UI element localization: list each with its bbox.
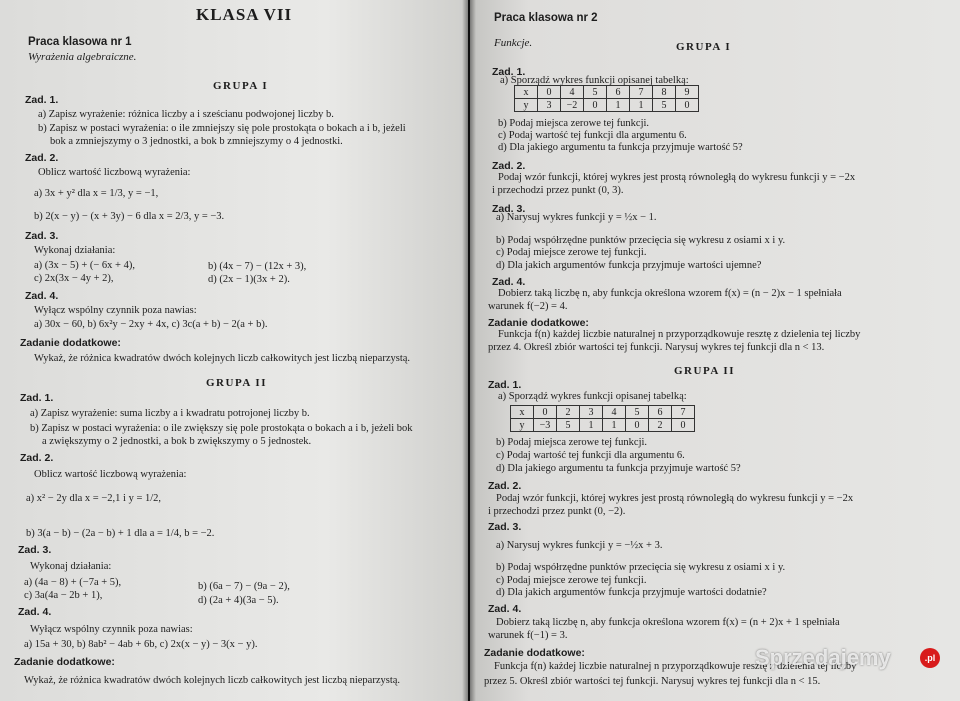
zad-1-label: Zad. 1. [25,94,59,106]
extra-task-text: Wykaż, że różnica kwadratów dwóch kolejnych liczb całkowitych jest liczbą nieparzystą. [34,353,411,364]
zad-3-c: c) 2x(3x − 4y + 2), [34,273,114,284]
table-cell: 1 [630,99,653,112]
zad-1-a: a) Zapisz wyrażenie: różnica liczby a i sześcianu podwojonej liczby b. [38,109,334,120]
zad-1-a: a) Zapisz wyrażenie: suma liczby a i kwadratu potrojonej liczby b. [30,408,310,419]
zad-1-intro: a) Sporządź wykres funkcji opisanej tabelką: [498,391,687,402]
table-cell: −3 [534,419,557,432]
grupa-2-title: GRUPA II [206,377,267,389]
zad-3-d: d) (2x − 1)(3x + 2). [208,274,290,285]
table-cell: 0 [534,406,557,419]
table-cell: 5 [584,86,607,99]
zad-3-c: c) 3a(4a − 2b + 1), [24,590,103,601]
zad-1-b-line2: bok a zmniejszymy o 3 jednostki, a bok b zmniejszymy o 4 jednostki. [50,136,343,147]
book-gutter [462,0,476,701]
zad-3-label: Zad. 3. [488,521,522,533]
zad-1-c: c) Podaj wartość tej funkcji dla argumentu 6. [498,130,687,141]
zad-2-a: a) 3x + y² dla x = 1/3, y = −1, [34,188,159,199]
zad-3-label: Zad. 3. [25,230,59,242]
table-cell: 4 [603,406,626,419]
zad-3-intro: Wykonaj działania: [30,561,112,572]
zad-1-label: Zad. 1. [488,379,522,391]
zad-1-label: Zad. 1. [492,66,526,78]
zad-3-b: b) (4x − 7) − (12x + 3), [208,261,307,272]
zad-4-label: Zad. 4. [492,276,526,288]
table-cell: 0 [672,419,695,432]
zad-2-intro: Oblicz wartość liczbową wyrażenia: [38,167,191,178]
zad-4-label: Zad. 4. [18,606,52,618]
right-page [470,0,960,701]
value-table-x-row [511,406,695,419]
zad-1-b: b) Podaj miejsca zerowe tej funkcji. [498,118,650,129]
table-cell: 1 [603,419,626,432]
extra-task-text: Wykaż, że różnica kwadratów dwóch kolejnych liczb całkowitych jest liczbą nieparzystą. [24,675,401,686]
table-cell: x [511,406,534,419]
table-cell: 7 [672,406,695,419]
zad-2-label: Zad. 2. [492,160,526,172]
extra-task-label: Zadanie dodatkowe: [488,317,589,329]
zad-1-b-line1: b) Zapisz w postaci wyrażenia: o ile zwiększy się pole prostokąta o bokach a i b, jeżeli bok [30,423,413,434]
table-cell: 8 [653,86,676,99]
table-cell: 0 [584,99,607,112]
zad-1-label: Zad. 1. [20,392,54,404]
zad-3-a: a) Narysuj wykres funkcji y = ½x − 1. [496,212,657,223]
work-title: Praca klasowa nr 1 [28,36,132,48]
zad-1-d: d) Dla jakiego argumentu ta funkcja przyjmuje wartość 5? [498,142,743,153]
extra-task-line1: Funkcja f(n) każdej liczbie naturalnej n przyporządkowuje resztę z dzielenia tej liczby [498,329,861,340]
table-cell: 5 [557,419,580,432]
grupa-1-title: GRUPA I [676,41,732,53]
zad-4-label: Zad. 4. [488,603,522,615]
table-cell: 1 [607,99,630,112]
page-header: KLASA VII [196,5,293,24]
zad-2-label: Zad. 2. [488,480,522,492]
table-cell: y [511,419,534,432]
zad-4-intro: Wyłącz wspólny czynnik poza nawias: [34,305,197,316]
zad-4-intro: Wyłącz wspólny czynnik poza nawias: [30,624,193,635]
value-table [514,85,699,112]
table-cell: 2 [557,406,580,419]
watermark-badge: .pl [920,648,940,668]
table-cell: x [515,86,538,99]
extra-task-label: Zadanie dodatkowe: [14,656,115,668]
grupa-1-title: GRUPA I [213,80,269,92]
zad-4-items: a) 15a + 30, b) 8ab² − 4ab + 6b, c) 2x(x − y) − 3(x − y). [24,639,258,650]
zad-3-a: a) (3x − 5) + (− 6x + 4), [34,260,135,271]
table-cell: 0 [538,86,561,99]
zad-3-b: b) Podaj współrzędne punktów przecięcia się wykresu z osiami x i y. [496,235,786,246]
zad-2-label: Zad. 2. [25,152,59,164]
zad-3-d: d) Dla jakich argumentów funkcja przyjmuje wartości dodatnie? [496,587,767,598]
zad-4-line2: warunek f(−2) = 4. [488,301,568,312]
zad-3-d: d) (2a + 4)(3a − 5). [198,595,279,606]
table-cell: 9 [676,86,699,99]
zad-1-d: d) Dla jakiego argumentu ta funkcja przyjmuje wartość 5? [496,463,741,474]
watermark-text: Sprzedajemy [755,645,891,670]
zad-1-b-line2: a zwiększymy o 2 jednostki, a bok b zwiększymy o 5 jednostek. [42,436,312,447]
work-subtitle: Funkcje. [494,37,533,49]
work-subtitle: Wyrażenia algebraiczne. [28,51,137,63]
table-cell: 5 [653,99,676,112]
zad-2-intro: Oblicz wartość liczbową wyrażenia: [34,469,187,480]
zad-3-label: Zad. 3. [492,203,526,215]
zad-4-line1: Dobierz taką liczbę n, aby funkcja określona wzorem f(x) = (n + 2)x + 1 spełniała [496,617,840,628]
zad-4-line1: Dobierz taką liczbę n, aby funkcja określona wzorem f(x) = (n − 2)x − 1 spełniała [498,288,842,299]
zad-1-b: b) Podaj miejsca zerowe tej funkcji. [496,437,648,448]
table-cell: 6 [607,86,630,99]
work-title: Praca klasowa nr 2 [494,12,598,24]
value-table-y-row [511,419,695,432]
zad-2-line1: Podaj wzór funkcji, której wykres jest prostą równoległą do wykresu funkcji y = −2x [496,493,854,504]
zad-4-label: Zad. 4. [25,290,59,302]
zad-3-c: c) Podaj miejsce zerowe tej funkcji. [496,575,647,586]
extra-task-line2: przez 4. Określ zbiór wartości tej funkcji. Narysuj wykres tej funkcji dla n < 13. [488,342,825,353]
table-cell: 0 [626,419,649,432]
zad-2-line1: Podaj wzór funkcji, której wykres jest prostą równoległą do wykresu funkcji y = −2x [498,172,856,183]
extra-task-label: Zadanie dodatkowe: [20,337,121,349]
zad-2-b: b) 2(x − y) − (x + 3y) − 6 dla x = 2/3, y = −3. [34,211,225,222]
table-cell: 5 [626,406,649,419]
left-page [0,0,468,701]
table-cell: 7 [630,86,653,99]
extra-task-line1: Funkcja f(n) każdej liczbie naturalnej n przyporządkowuje resztę z dzielenia tej liczby [494,661,857,672]
zad-3-a: a) Narysuj wykres funkcji y = −½x + 3. [496,540,663,551]
table-cell: 6 [649,406,672,419]
zad-3-a: a) (4a − 8) + (−7a + 5), [24,577,122,588]
zad-4-line2: warunek f(−1) = 3. [488,630,568,641]
zad-2-line2: i przechodzi przez punkt (0, 3). [492,185,624,196]
value-table [510,405,695,432]
table-cell: y [515,99,538,112]
zad-3-b: b) Podaj współrzędne punktów przecięcia się wykresu z osiami x i y. [496,562,786,573]
table-cell: 3 [538,99,561,112]
table-cell: 3 [580,406,603,419]
zad-3-label: Zad. 3. [18,544,52,556]
extra-task-label: Zadanie dodatkowe: [484,647,585,659]
zad-4-items: a) 30x − 60, b) 6x²y − 2xy + 4x, c) 3c(a + b) − 2(a + b). [34,319,268,330]
zad-3-intro: Wykonaj działania: [34,245,116,256]
zad-3-c: c) Podaj miejsce zerowe tej funkcji. [496,247,647,258]
table-cell: 4 [561,86,584,99]
table-cell: −2 [561,99,584,112]
zad-2-b: b) 3(a − b) − (2a − b) + 1 dla a = 1/4, b = −2. [26,528,215,539]
zad-2-label: Zad. 2. [20,452,54,464]
extra-task-line2: przez 5. Określ zbiór wartości tej funkcji. Narysuj wykres tej funkcji dla n < 15. [484,676,821,687]
zad-2-a: a) x² − 2y dla x = −2,1 i y = 1/2, [26,493,162,504]
value-table-x-row [515,86,699,99]
grupa-2-title: GRUPA II [674,365,735,377]
table-cell: 0 [676,99,699,112]
table-cell: 1 [580,419,603,432]
table-cell: 2 [649,419,672,432]
zad-3-b: b) (6a − 7) − (9a − 2), [198,581,290,592]
zad-1-c: c) Podaj wartość tej funkcji dla argumentu 6. [496,450,685,461]
zad-1-b-line1: b) Zapisz w postaci wyrażenia: o ile zmniejszy się pole prostokąta o bokach a i b, jeżeli [38,123,406,134]
zad-1-intro: a) Sporządź wykres funkcji opisanej tabelką: [500,75,689,86]
zad-3-d: d) Dla jakich argumentów funkcja przyjmuje wartości ujemne? [496,260,762,271]
value-table-y-row [515,99,699,112]
zad-2-line2: i przechodzi przez punkt (0, −2). [488,506,626,517]
